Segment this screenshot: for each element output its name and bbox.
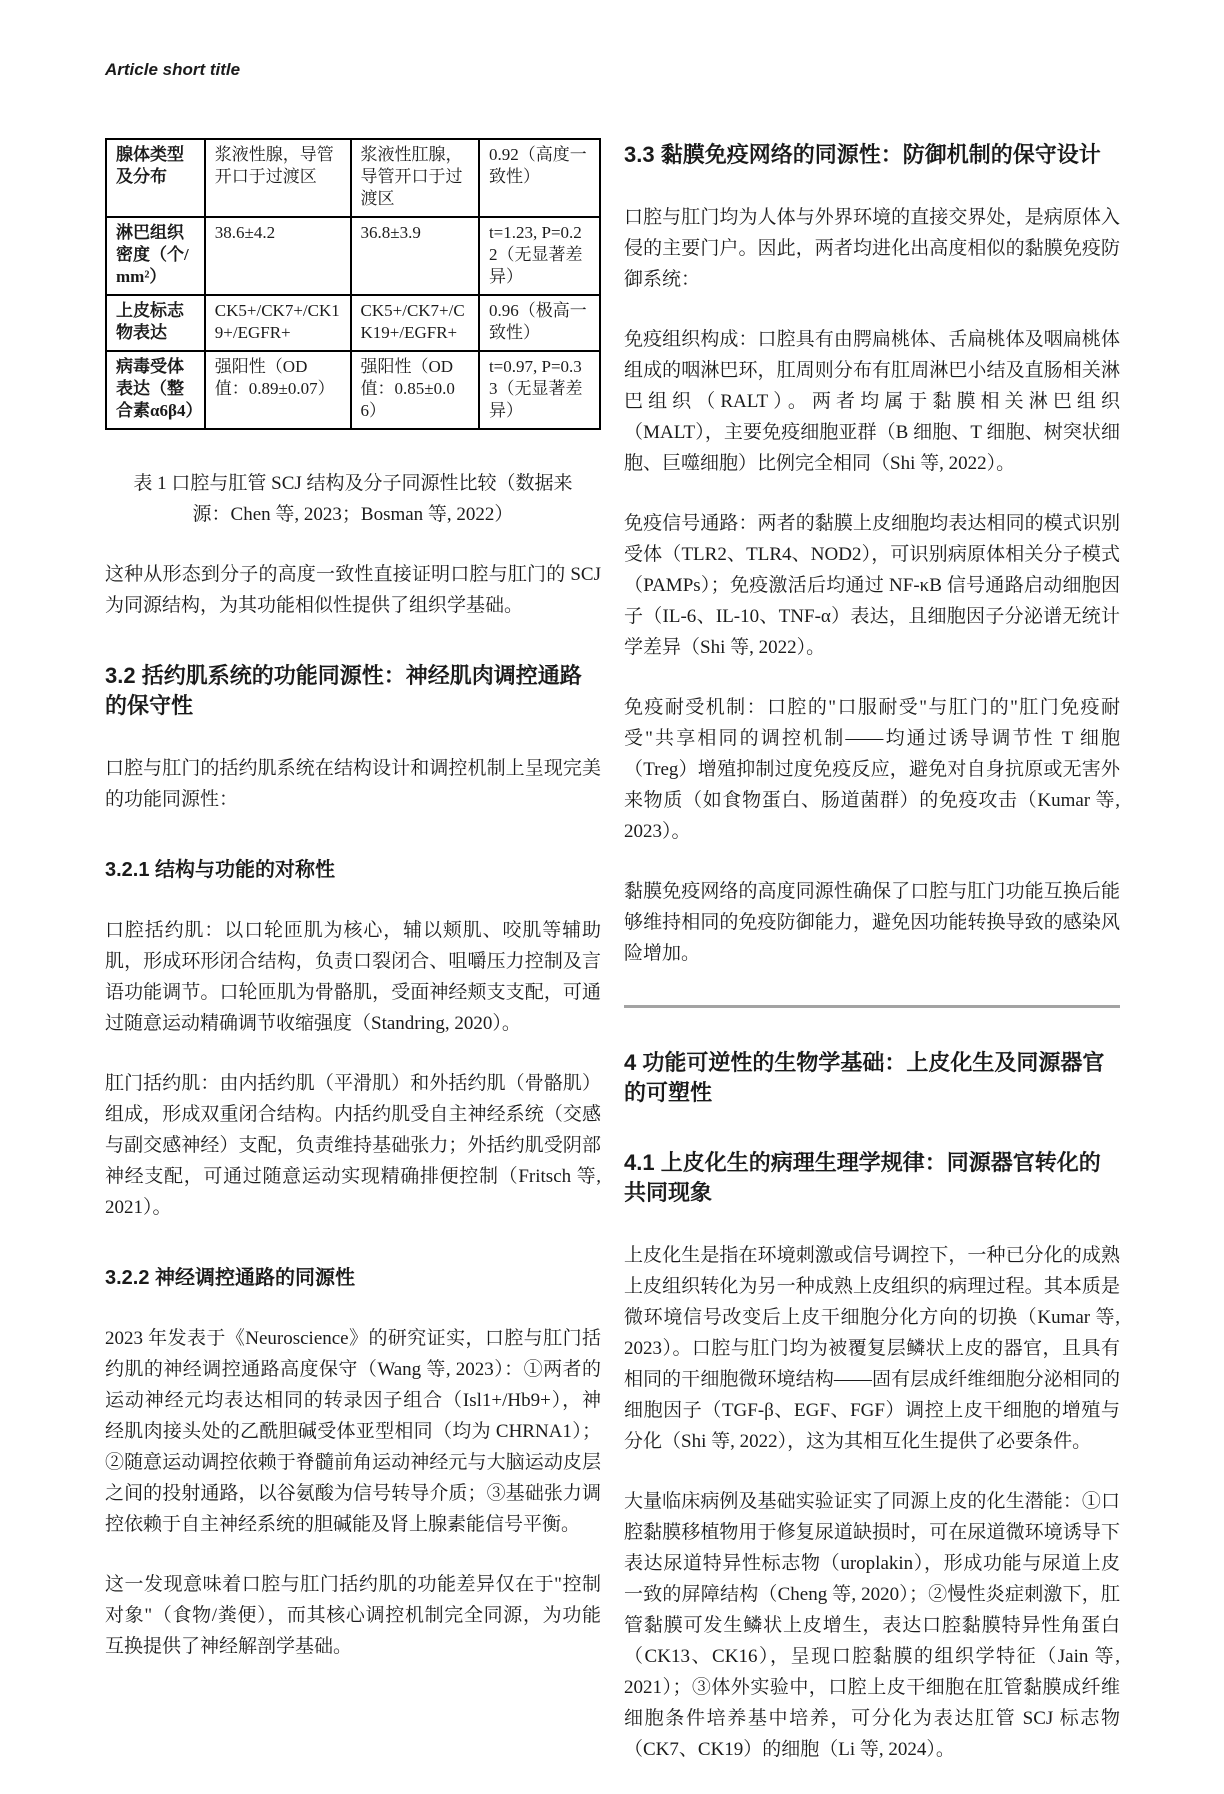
paragraph-metaplasia: 上皮化生是指在环境刺激或信号调控下，一种已分化的成熟上皮组织转化为另一种成熟上皮组织的病理过程。其本质是微环境信号改变后上皮干细胞分化方向的切换（Kumar 等, 2023）。口腔与肛门均为被覆复层鳞状上皮的器官，且具有相同的干细胞微环境结构——固有层成纤维细胞分泌相同的细胞因子（TGF-β、EGF、FGF）调控上皮干细胞的增殖与分化（Shi 等, 2022），这为其相互化生提供了必要条件。 bbox=[624, 1245, 1120, 1452]
table-cell: 浆液性肛腺，导管开口于过渡区 bbox=[351, 139, 479, 217]
paragraph-oral-sphincter: 口腔括约肌：以口轮匝肌为核心，辅以颊肌、咬肌等辅助肌，形成环形闭合结构，负责口裂闭合、咀嚼压力控制及言语功能调节。口轮匝肌为骨骼肌，受面神经颊支支配，可通过随意运动精确调节收缩强度（Standring, 2020）。 bbox=[105, 920, 601, 1034]
two-column-layout bbox=[105, 138, 1120, 1794]
paragraph-3-2-intro: 口腔与肛门的括约肌系统在结构设计和调控机制上呈现完美的功能同源性： bbox=[105, 758, 601, 810]
paragraph-scj-conclusion: 这种从形态到分子的高度一致性直接证明口腔与肛门的 SCJ 为同源结构，为其功能相似性提供了组织学基础。 bbox=[105, 564, 601, 616]
table-cell: 淋巴组织密度（个/mm²） bbox=[106, 217, 205, 295]
subsection-heading-3-2-2: 3.2.2 神经调控通路的同源性 bbox=[105, 1267, 356, 1289]
table-row bbox=[106, 351, 600, 429]
table-row bbox=[106, 217, 600, 295]
running-header: Article short title bbox=[105, 60, 241, 79]
table-cell: 强阳性（OD 值：0.89±0.07） bbox=[205, 351, 351, 429]
paragraph-anal-sphincter: 肛门括约肌：由内括约肌（平滑肌）和外括约肌（骨骼肌）组成，形成双重闭合结构。内括约肌受自主神经系统（交感与副交感神经）支配，负责维持基础张力；外括约肌受阴部神经支配，可通过随意运动实现精确排便控制（Fritsch 等, 2021）。 bbox=[105, 1073, 601, 1218]
subsection-heading-3-2-1: 3.2.1 结构与功能的对称性 bbox=[105, 859, 336, 881]
table-cell: CK5+/CK7+/CK19+/EGFR+ bbox=[205, 295, 351, 351]
paragraph-immune-signal: 免疫信号通路：两者的黏膜上皮细胞均表达相同的模式识别受体（TLR2、TLR4、NOD2），可识别病原体相关分子模式（PAMPs）；免疫激活后均通过 NF-κB 信号通路启动细胞因子（IL-6、IL-10、TNF-α）表达，且细胞因子分泌谱无统计学差异（Shi 等, 2022）。 bbox=[624, 513, 1120, 658]
table-cell: 38.6±4.2 bbox=[205, 217, 351, 295]
table-cell: 浆液性腺，导管开口于过渡区 bbox=[205, 139, 351, 217]
section-heading-3-2: 3.2 括约肌系统的功能同源性：神经肌肉调控通路的保守性 bbox=[105, 663, 582, 718]
paragraph-immune-tolerance: 免疫耐受机制：口腔的"口服耐受"与肛门的"肛门免疫耐受"共享相同的调控机制——均通过诱导调节性 T 细胞（Treg）增殖抑制过度免疫反应，避免对自身抗原或无害外来物质（如食物蛋白、肠道菌群）的免疫攻击（Kumar 等, 2023）。 bbox=[624, 697, 1120, 842]
comparison-table bbox=[105, 138, 601, 430]
left-column bbox=[105, 138, 601, 1794]
paragraph-evidence: 大量临床病例及基础实验证实了同源上皮的化生潜能：①口腔黏膜移植物用于修复尿道缺损时，可在尿道微环境诱导下表达尿道特异性标志物（uroplakin），形成功能与尿道上皮一致的屏障结构（Cheng 等, 2020）；②慢性炎症刺激下，肛管黏膜可发生鳞状上皮增生，表达口腔黏膜特异性角蛋白（CK13、CK16），呈现口腔黏膜的组织学特征（Jain 等, 2021）；③体外实验中，口腔上皮干细胞在肛管黏膜成纤维细胞条件培养基中培养，可分化为表达肛管 SCJ 标志物（CK7、CK19）的细胞（Li 等, 2024）。 bbox=[624, 1491, 1120, 1760]
paragraph-3-3-intro: 口腔与肛门均为人体与外界环境的直接交界处，是病原体入侵的主要门户。因此，两者均进化出高度相似的黏膜免疫防御系统： bbox=[624, 207, 1120, 290]
table-caption: 表 1 口腔与肛管 SCJ 结构及分子同源性比较（数据来源：Chen 等, 2023；Bosman 等, 2022） bbox=[133, 473, 573, 525]
paragraph-neuro-pathway: 2023 年发表于《Neuroscience》的研究证实，口腔与肛门括约肌的神经调控通路高度保守（Wang 等, 2023）：①两者的运动神经元均表达相同的转录因子组合（Isl1+/Hb9+），神经肌肉接头处的乙酰胆碱受体亚型相同（均为 CHRNA1）；②随意运动调控依赖于脊髓前角运动神经元与大脑运动皮层之间的投射通路，以谷氨酸为信号转导介质；③基础张力调控依赖于自主神经系统的胆碱能及肾上腺素能信号平衡。 bbox=[105, 1328, 601, 1535]
section-heading-3-3: 3.3 黏膜免疫网络的同源性：防御机制的保守设计 bbox=[624, 142, 1101, 167]
table-cell: t=0.97, P=0.33（无显著差异） bbox=[479, 351, 600, 429]
section-heading-4: 4 功能可逆性的生物学基础：上皮化生及同源器官的可塑性 bbox=[624, 1050, 1105, 1105]
table-cell: 上皮标志物表达 bbox=[106, 295, 205, 351]
table-cell: 0.92（高度一致性） bbox=[479, 139, 600, 217]
paragraph-immune-tissue: 免疫组织构成：口腔具有由腭扁桃体、舌扁桃体及咽扁桃体组成的咽淋巴环，肛周则分布有肛周淋巴小结及直肠相关淋巴组织（RALT）。两者均属于黏膜相关淋巴组织（MALT），主要免疫细胞亚群（B 细胞、T 细胞、树突状细胞、巨噬细胞）比例完全相同（Shi 等, 2022）。 bbox=[624, 329, 1120, 474]
table-cell: 36.8±3.9 bbox=[351, 217, 479, 295]
table-cell: CK5+/CK7+/CK19+/EGFR+ bbox=[351, 295, 479, 351]
table-cell: 强阳性（OD 值：0.85±0.06） bbox=[351, 351, 479, 429]
table-row bbox=[106, 139, 600, 217]
table-cell: 腺体类型及分布 bbox=[106, 139, 205, 217]
section-divider bbox=[624, 1005, 1120, 1008]
table-cell: t=1.23, P=0.22（无显著差异） bbox=[479, 217, 600, 295]
table-cell: 病毒受体表达（整合素α6β4） bbox=[106, 351, 205, 429]
table-row bbox=[106, 295, 600, 351]
paragraph-finding: 这一发现意味着口腔与肛门括约肌的功能差异仅在于"控制对象"（食物/粪便），而其核心调控机制完全同源，为功能互换提供了神经解剖学基础。 bbox=[105, 1574, 601, 1657]
right-column bbox=[624, 138, 1120, 1794]
paragraph-immune-summary: 黏膜免疫网络的高度同源性确保了口腔与肛门功能互换后能够维持相同的免疫防御能力，避免因功能转换导致的感染风险增加。 bbox=[624, 881, 1120, 964]
table-cell: 0.96（极高一致性） bbox=[479, 295, 600, 351]
section-heading-4-1: 4.1 上皮化生的病理生理学规律：同源器官转化的共同现象 bbox=[624, 1150, 1101, 1205]
